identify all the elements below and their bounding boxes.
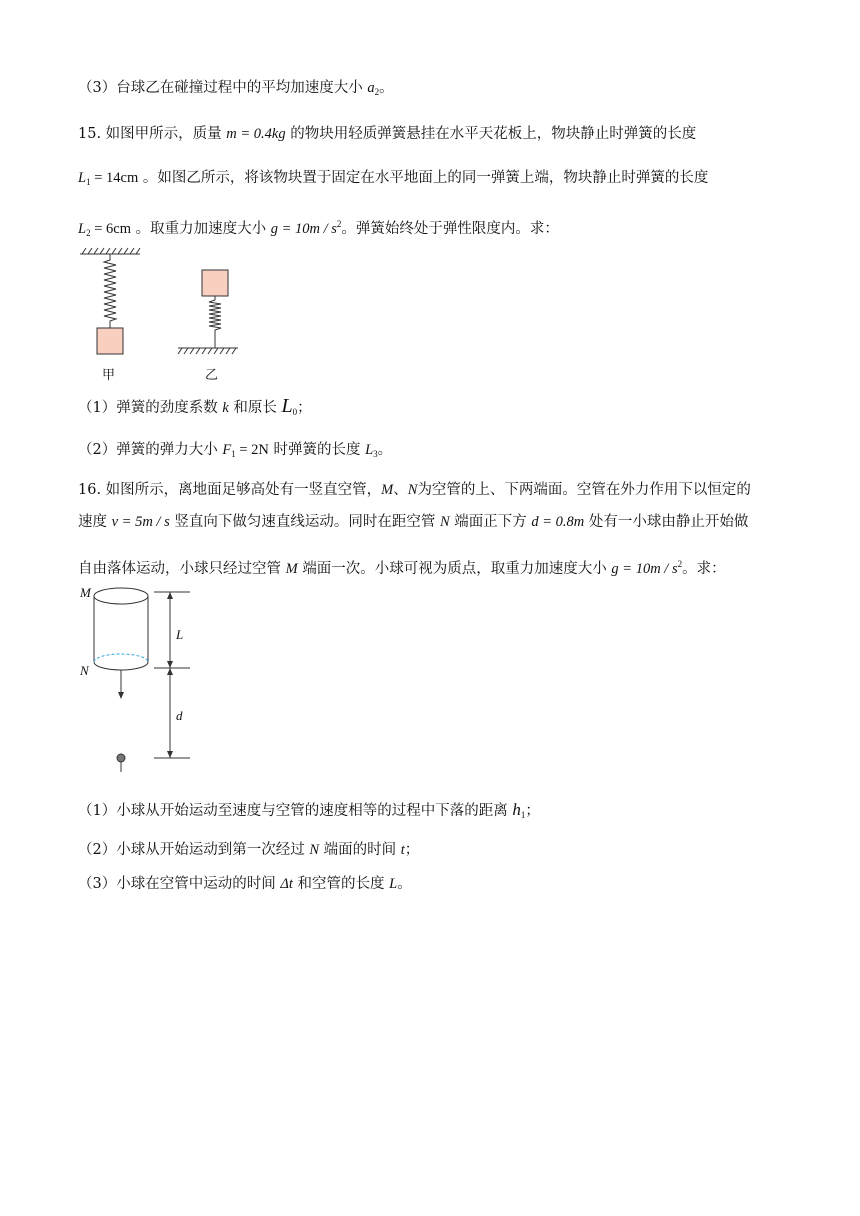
q15-line2: $L_1 = 14cm$ 。如图乙所示，将该物块置于固定在水平地面上的同一弹簧上端，物块静止时弹簧的长度 [78, 170, 709, 187]
compressed-spring [209, 296, 221, 348]
ceiling-hatch [80, 248, 140, 254]
q14-part3: （3）台球乙在碰撞过程中的平均加速度大小 $a_2$。 [78, 80, 394, 97]
q16-line1: 16. 如图所示，离地面足够高处有一竖直空管，M、N为空管的上、下两端面。空管在外力作用下以恒定的 [78, 482, 751, 498]
ball [117, 754, 125, 772]
q16-line2: 速度 v = 5m / s 竖直向下做匀速直线运动。同时在距空管 N 端面正下方 d = 0.8m 处有一小球由静止开始做 [78, 514, 749, 530]
q16-part1: （1）小球从开始运动至速度与空管的速度相等的过程中下落的距离 $h_1$； [78, 800, 540, 820]
tube-figure [78, 582, 208, 772]
velocity-arrow [118, 670, 124, 699]
q15-part2: （2）弹簧的弹力大小 $F_1 = 2N$ 时弹簧的长度 $L_3$。 [78, 442, 393, 459]
fig-label-M: M [80, 585, 91, 600]
q15-line3: $L_2 = 6cm$ 。取重力加速度大小 $g = 10m / s^2$。弹簧始终处于弹性限度内。求： [78, 219, 559, 238]
fig-label-yi: 乙 [205, 368, 219, 383]
standing-block [202, 270, 228, 296]
fig-label-L: L [176, 627, 184, 642]
hanging-block [97, 328, 123, 354]
q16-number: 16. [78, 482, 102, 498]
fig-label-d: d [176, 708, 183, 723]
q15-number: 15. [78, 126, 102, 142]
q16-part2: （2）小球从开始运动到第一次经过 N 端面的时间 t； [78, 842, 420, 858]
fig-label-N: N [80, 663, 89, 678]
q16-line3: 自由落体运动，小球只经过空管 M 端面一次。小球可视为质点，取重力加速度大小 $g = 10m / s^2$。求： [78, 559, 726, 577]
hanging-spring [104, 254, 116, 328]
hollow-tube [94, 588, 148, 670]
fig-label-jia: 甲 [102, 368, 116, 383]
q16-part3: （3）小球在空管中运动的时间 Δt 和空管的长度 L。 [78, 876, 412, 892]
ground-hatch [178, 348, 238, 354]
q15-line1: 15. 如图甲所示，质量 m = 0.4kg 的物块用轻质弹簧悬挂在水平天花板上，物块静止时弹簧的长度 [78, 126, 697, 142]
q15-part1: （1）弹簧的劲度系数 k 和原长 $L_0$； [78, 395, 312, 417]
spring-figure [78, 244, 278, 384]
